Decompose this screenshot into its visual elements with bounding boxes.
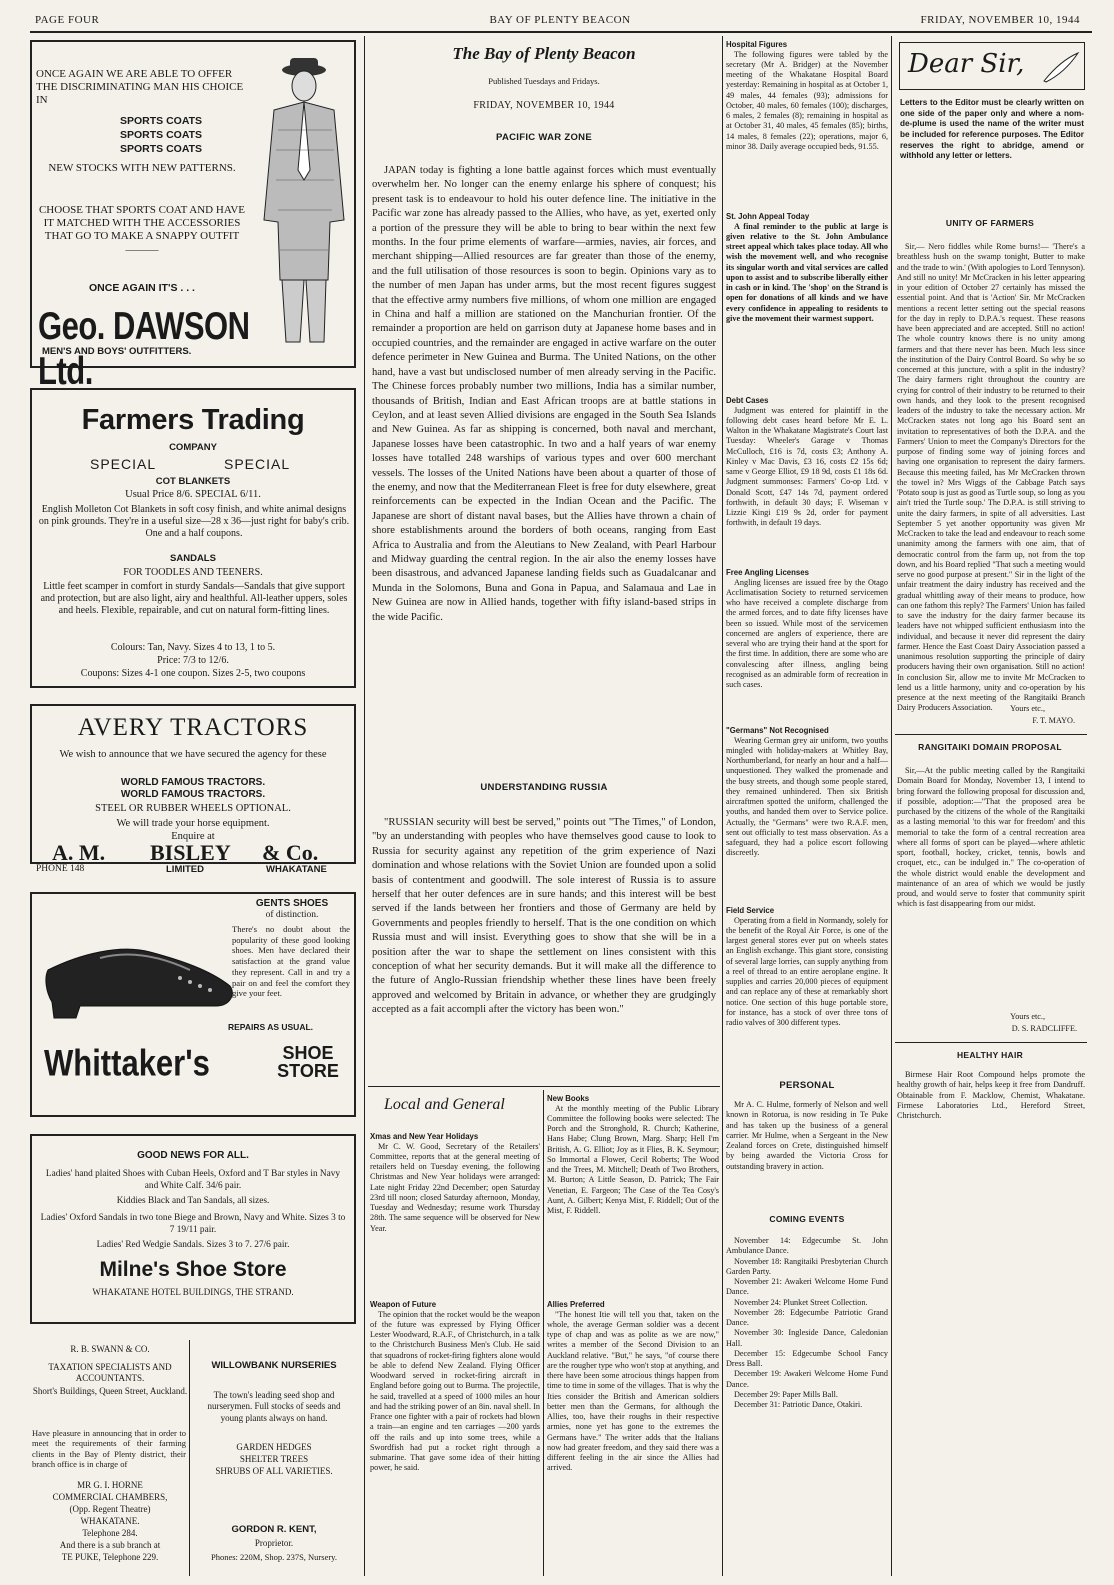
xmas-heading: Xmas and New Year Holidays bbox=[370, 1132, 479, 1141]
st-john-item bbox=[726, 208, 888, 390]
bisley-footer bbox=[36, 864, 356, 878]
event-item: November 21: Awakeri Welcome Home Fund Dance. bbox=[726, 1277, 888, 1297]
angling-heading: Free Angling Licenses bbox=[726, 568, 809, 577]
dawson-choose: CHOOSE THAT SPORTS COAT AND HAVE IT MATCHED WITH THE ACCESSORIES THAT GO TO MAKE A SNAPPY OUTFIT——— bbox=[38, 204, 246, 256]
column-divider bbox=[543, 1090, 544, 1576]
swann-ad bbox=[30, 1340, 190, 1576]
whittaker-shoe-store bbox=[268, 1044, 348, 1080]
event-item: December 19: Awakeri Welcome Home Fund Dance. bbox=[726, 1369, 888, 1389]
hospital-item bbox=[726, 40, 888, 208]
unity-yours: Yours etc., bbox=[1010, 704, 1045, 713]
page-number: PAGE FOUR bbox=[35, 14, 100, 26]
swann-name: R. B. SWANN & CO. bbox=[70, 1344, 150, 1354]
issue-date: FRIDAY, NOVEMBER 10, 1944 bbox=[920, 14, 1080, 26]
milne-shoe-ad bbox=[30, 1134, 356, 1324]
gents-shoes: GENTS SHOES bbox=[255, 898, 329, 909]
whittaker-name: Whittaker's bbox=[44, 1042, 210, 1084]
dawson-sports-coats bbox=[120, 114, 230, 157]
avery-enquire: Enquire at bbox=[171, 831, 215, 842]
swann-puke1: And there is a sub branch at bbox=[59, 1540, 161, 1550]
event-item: December 29: Paper Mills Ball. bbox=[734, 1389, 838, 1399]
gents-of: of distinction. bbox=[265, 910, 319, 920]
sandals-coupons: Coupons: Sizes 4-1 one coupon. Sizes 2-5, two coupons bbox=[80, 668, 306, 679]
st-john-text: A final reminder to the public at large is given relative to the St. John Ambulance street appeal which takes place today. All who wish the movement well, and who recognise its singular worth and vital services are called upon to assist and to subscribe liberally either in cash or in kind. The 'shop' on the Strand is open for donations of all kinds and we have every confidence in appealing to residents to give the movement their warmest support. bbox=[726, 221, 888, 323]
unity-heading: UNITY OF FARMERS bbox=[945, 218, 1035, 228]
bisley-name: BISLEY bbox=[150, 840, 231, 865]
field-service-item bbox=[726, 902, 888, 1072]
sandals-desc: Little feet scamper in comfort in sturdy Sandals—Sandals that give support and protection, but are also light, airy and healthful. All-leather uppers, soles and heels. Flexible, repairable, and cut on natural form-fitting lines. bbox=[40, 581, 348, 617]
event-item: November 14: Edgecumbe St. John Ambulance Dance. bbox=[726, 1236, 888, 1256]
event-item: November 30: Ingleside Dance, Caledonian Hall. bbox=[726, 1328, 888, 1348]
books-text: At the monthly meeting of the Public Library Committee the following books were selected: The Porch and the Stronghold, R. Church; Katherine, Hans Habe; Clung Brown, Marg. Sharp; Hell I'm British, A. G. Elliot; Joy as it Flies, B. K. Seymour; So Immortal a Flower, Cecil Roberts; The Wood and the Trees, M. Mitchell; Death of Two Brothers, M. Burton; A Little Season, D. Patrick; The Fair Venetian, E. Fargeon; The Case of the Tea Cosy's Aunt, A. Gilbert; Kenya Mist, F. Riddell; Out of the Mist, F. Riddell. bbox=[547, 1103, 719, 1216]
special-right: SPECIAL bbox=[224, 456, 291, 472]
section-rule bbox=[895, 734, 1087, 735]
event-item: December 15: Edgecumbe School Fancy Dress Ball. bbox=[726, 1348, 888, 1368]
column-divider bbox=[891, 36, 892, 1576]
farmers-name: Farmers Trading bbox=[81, 404, 305, 436]
willowbank-name: WILLOWBANK NURSERIES bbox=[211, 1360, 337, 1371]
hospital-text: The following figures were tabled by the secretary (Mr A. Bridger) at the November meeting of the Whakatane Hospital Board yesterday: Remaining in hospital as at October 1, 49 males, 44 females (93); admissions for October, 40 males, 60 females (100); discharges, 6 males, 2 females (8); remaining in hospital as at October 31, 40 males, 45 females (85); births, 14 males, 8 females (22); operations, major 6, minor 38. Daily average occupied beds, 91.55. bbox=[726, 49, 888, 151]
dawson-intro: ONCE AGAIN WE ARE ABLE TO OFFER THE DISCRIMINATING MAN HIS CHOICE IN bbox=[36, 68, 244, 107]
sandals-heading: SANDALS bbox=[170, 553, 216, 564]
domain-letter: Sir,—At the public meeting called by the Rangitaiki Domain Board for Monday, November 13, I intend to bring forward the following proposal for discussion and, if possible, adoption:—"That the proposed area be purchased by the citizens of the whole of the Rangitaiki as a lasting memorial 'to this war for freedom' and this memorial to take the form of a central recreation area where all forms of sport can be played—where athletic sport, football, hockey, cricket, tennis, bowls and croquet, etc., can be indulged in." The co-operation of the whole district would enable the development and maintenance of an area of which we would be justly proud, and would serve to foster that community spirit which is fast disappearing from our midst. bbox=[897, 766, 1085, 909]
sports-coats-line: SPORTS COATS bbox=[120, 143, 203, 156]
xmas-text: Mr C. W. Good, Secretary of the Retailers' Committee, reports that at the general meeting of retailers held on Tuesday evening, the following Christmas and New Year holidays were arranged: Late night Friday 22nd December; open Saturday 23rd till noon; closed Saturday afternoon, Monday, Tuesday and Wednesday; resume work Thursday 28th. The same sequence will be observed for New Year. bbox=[370, 1141, 540, 1233]
personal-text: Mr A. C. Hulme, formerly of Nelson and well known in Rotorua, is now residing in Te Puke and has taken up the business of a general carrier. Mr Hulme, when a Sergeant in the New Zealand forces on Crete, distinguished himself by being awarded the Victoria Cross for outstanding bravery in action. bbox=[726, 1100, 888, 1171]
dawson-stock: NEW STOCKS WITH NEW PATTERNS. bbox=[48, 162, 236, 174]
weapon-item bbox=[370, 1296, 540, 1576]
swann-body: Have pleasure in announcing that in order to meet the requirements of their farming clients in the Bay of Plenty district, their branch office is in charge of bbox=[32, 1428, 186, 1470]
dawson-again: ONCE AGAIN IT'S . . . bbox=[89, 282, 195, 294]
pacific-article: JAPAN today is fighting a lone battle against forces which must eventually overwhelm her. No longer can the enemy enlarge his sphere of conquest; his present task is to endeavour to hold his outer defence line. The initiative in the Pacific war zone has already passed to the Allies, who have, as yet, exerted only a portion of the pressure they will be able to bring to bear within the next few months. In the four prime elements of warfare—armies, navies, air forces, and merchant shipping—Allied resources are far greater than those of the enemy, and the full utilisation of those resources is soon to begin. Opinions vary as to the number of men Japan has under arms, but the most recent figures suggest that the effective army numbers five millions, of whom one million are engaged in China and half a million are stationed on the Manchurian frontier. Of the remainder a proportion are held on garrison duty at Japanese home bases and in occupied countries, and the remainder are engaged in active warfare on the outer defence perimeter in New Guinea and Burma. The United Nations, on the other hand, have a vast but undisclosed number of men already serving in the Pacific. The Chinese forces probably number two millions, India has a similar number, thousands of British, Indian and East African troops are at battle stations in Ceylon, and at least seven Allied divisions are engaged in the South Sea Islands and New Guinea. As far as shipping is concerned, both naval and merchant, Japanese losses have been catastrophic. In two and a half years of war enemy losses have totalled 248 warships of various types and over 600 merchant vessels. The losses of the United Nations have been about a quarter of those of the enemy, and now that the Mediterranean Fleet is free for duty elsewhere, great reinforcements can be expected in the Indian Ocean and the Pacific. The Japanese are short of distant naval bases, but the Allies have thrown a chain of shore establishments around the borders of both oceans, ranging from East Africa to Australia and from the Aleutians to New Zealand, with Pearl Harbour and Midway guarding the central region. In the air also the enemy losses have been disastrous, and advanced Japanese landing fields such as Guadalcanar and Munda in the Solomons, Buna and Gona in Papua, and Salamaua and Lae in New Guinea are now in Allied hands, together with fifty island-based strips in the wide Pacific. bbox=[372, 165, 716, 623]
xmas-holidays-item bbox=[370, 1128, 540, 1314]
angling-text: Angling licenses are issued free by the Otago Acclimatisation Society to returned servicemen who have received a complete discharge from the armed forces, and to date fifty licenses have been so issued. While most of the servicemen concerned are anglers of experience, there are several who are trying their hand at the sport for the first time. In addition, there are some who are convalescing after illness, angling being recognised as an admirable form of recreation in such cases. bbox=[726, 577, 888, 690]
st-john-heading: St. John Appeal Today bbox=[726, 212, 810, 221]
debt-heading: Debt Cases bbox=[726, 396, 769, 405]
avery-famous-1: WORLD FAMOUS TRACTORS. bbox=[120, 777, 266, 788]
willowbank-h3: SHRUBS OF ALL VARIETIES. bbox=[215, 1466, 333, 1476]
field-text: Operating from a field in Normandy, solely for the benefit of the Royal Air Force, is one of the largest general stores ever put on wheels states an English exchange. This giant store, consisting of several large lorries, can supply anything from a reel of thread to an entire aeroplane engine. It supplies and carries 20,000 pieces of equipment and can replace any of these at remarkably short notice. One section of this huge portable store, for instance, has a stock of over three tons of radio valves of 300 different types. bbox=[726, 915, 888, 1028]
dear-sir-banner bbox=[899, 42, 1085, 90]
local-general-title: Local and General bbox=[384, 1096, 505, 1113]
milne-l4: Ladies' Red Wedgie Sandals. Sizes 3 to 7. 27/6 pair. bbox=[96, 1240, 290, 1250]
cot-blankets-heading: COT BLANKETS bbox=[155, 476, 231, 487]
milne-l2: Kiddies Black and Tan Sandals, all sizes. bbox=[116, 1196, 270, 1206]
domain-signature: D. S. RADCLIFFE. bbox=[1011, 1024, 1077, 1033]
avery-wheels: STEEL OR RUBBER WHEELS OPTIONAL. bbox=[95, 803, 291, 814]
masthead: The Bay of Plenty Beacon bbox=[452, 44, 636, 63]
debt-item bbox=[726, 392, 888, 564]
hospital-heading: Hospital Figures bbox=[726, 40, 788, 49]
published-line: Published Tuesdays and Fridays. bbox=[488, 76, 600, 86]
willowbank-h2: SHELTER TREES bbox=[239, 1454, 309, 1464]
bisley-town: WHAKATANE bbox=[266, 864, 327, 875]
russia-heading: UNDERSTANDING RUSSIA bbox=[480, 782, 608, 793]
milne-name: Milne's Shoe Store bbox=[99, 1258, 287, 1281]
germans-heading: "Germans" Not Recognised bbox=[726, 726, 829, 735]
dawson-tagline: MEN'S AND BOYS' OUTFITTERS. bbox=[42, 346, 192, 357]
cot-blankets-desc: English Molleton Cot Blankets in soft cosy finish, and white animal designs on pink grounds. They're in a useful size—28 x 36—just right for baby's crib. One and a half coupons. bbox=[38, 504, 350, 540]
quill-pen-icon bbox=[1040, 51, 1080, 85]
sandals-for: FOR TOODLES AND TEENERS. bbox=[123, 567, 263, 578]
allies-text: "The honest Itie will tell you that, taken on the whole, the average German soldier was a decent type of chap and was as polite as we are now," writes a member of the Second Division to an Auckland relative. "But," he says, "of course there are the rougher type who won't stop at anything, and there have been some atrocious things happen from time to time in some of the villages. That is why the Ities consider the British and American soldiers better men than the Germans, for although the Allies, too, have their roughs in their respective armies, none yet has gone to the extremes the Germans have." The writer adds that the Italians now had greater freedom, and they said there was a different feeling in the air since the Allies had arrived. bbox=[547, 1309, 720, 1473]
angling-item bbox=[726, 564, 888, 722]
swann-horne: MR G. I. HORNE bbox=[77, 1480, 143, 1490]
farmers-company: COMPANY bbox=[169, 442, 217, 453]
shoe-icon bbox=[40, 914, 240, 1024]
coming-events-list bbox=[726, 1236, 888, 1576]
shoe-word: SHOE bbox=[282, 1043, 334, 1063]
domain-heading: RANGITAIKI DOMAIN PROPOSAL bbox=[918, 742, 1062, 752]
sports-coats-line: SPORTS COATS bbox=[120, 129, 203, 142]
farmers-trading-ad bbox=[30, 388, 356, 688]
allies-heading: Allies Preferred bbox=[547, 1300, 605, 1309]
avery-announce: We wish to announce that we have secured the agency for these bbox=[59, 749, 327, 760]
header-rule bbox=[30, 31, 1092, 33]
debt-text: Judgment was entered for plaintiff in the following debt cases heard before Mr E. L. Walton in the Whakatane Magistrate's Court last Tuesday: Wheeler's Garage v Thomas McCulloch, £16 is 7d, costs £3; Anthony A. Kinley v Mac Davis, £3 16, costs £2 15s 6d; same v George Elliot, £9 18 9d, costs £1 18s 6d. Judgment summonses: Farmers' Co-op Ltd. v Donald Scott, £47 14s 7d, payment ordered forthwith, in default 30 days; F. Wiseman v Lizzie Kingi £19 9s 2d, order for payment forthwith, in default 19 days. bbox=[726, 405, 888, 528]
avery-famous-2: WORLD FAMOUS TRACTORS. bbox=[120, 789, 266, 800]
domain-yours: Yours etc., bbox=[1010, 1012, 1045, 1021]
willowbank-phones: Phones: 220M, Shop. 237S, Nursery. bbox=[210, 1552, 337, 1562]
swann-wh: WHAKATANE. bbox=[80, 1516, 140, 1526]
editorial-date: FRIDAY, NOVEMBER 10, 1944 bbox=[473, 100, 615, 111]
willowbank-h1: GARDEN HEDGES bbox=[236, 1442, 312, 1452]
swann-cc: COMMERCIAL CHAMBERS, bbox=[52, 1492, 168, 1502]
germans-text: Wearing German grey air uniform, two youths mingled with holiday-makers at Whitley Bay, Northumberland, for nearly an hour and a half—unquestioned. They walked the promenade and the busy streets, and though some people stared, they remained unhindered. Then six British aircraftmen spotted the uniform, challenged the youths, and handed them over to Service police. Actually, the "Germans" were two R.A.F. men, sent out officially to test mass observation. As a safeguard, they had a police escort following discreetly. bbox=[726, 735, 888, 858]
event-item: December 31: Patriotic Dance, Otakiri. bbox=[734, 1400, 863, 1409]
dear-sir-text: Dear Sir, bbox=[908, 49, 1025, 79]
personal-heading: PERSONAL bbox=[779, 1080, 835, 1091]
swann-l2: Short's Buildings, Queen Street, Auckland. bbox=[32, 1386, 188, 1396]
books-heading: New Books bbox=[547, 1094, 590, 1103]
willowbank-owner: GORDON R. KENT, bbox=[231, 1524, 317, 1535]
weapon-heading: Weapon of Future bbox=[370, 1300, 437, 1309]
store-word: STORE bbox=[277, 1061, 339, 1081]
gents-body: There's no doubt about the popularity of these good looking shoes. Men have declared their satisfaction at the grand value they represent. Call in and try a pair on and feel the comfort they give your feet. bbox=[232, 924, 350, 999]
bisley-co: & Co. bbox=[262, 840, 319, 865]
editor-notice: Letters to the Editor must be clearly written on one side of the paper only and where a nom-de-plume is used the name of the writer must be included for reference purposes. The Editor reserves the right to abridge, amend or withhold any letter or letters. bbox=[900, 98, 1084, 161]
new-books-item bbox=[547, 1090, 719, 1298]
dawson-name: Geo. DAWSON Ltd. bbox=[38, 304, 250, 393]
swann-tel: Telephone 284. bbox=[82, 1528, 138, 1538]
milne-title: GOOD NEWS FOR ALL. bbox=[137, 1150, 249, 1161]
avery-tractors-ad bbox=[30, 704, 356, 864]
willowbank-prop: Proprietor. bbox=[254, 1538, 294, 1548]
avery-name: AVERY TRACTORS bbox=[77, 714, 309, 741]
pacific-heading: PACIFIC WAR ZONE bbox=[496, 132, 592, 143]
man-in-suit-illustration bbox=[252, 50, 354, 350]
section-rule bbox=[368, 1086, 720, 1087]
swann-puke2: TE PUKE, Telephone 229. bbox=[61, 1552, 159, 1562]
event-item: November 28: Edgecumbe Patriotic Grand Dance. bbox=[726, 1307, 888, 1327]
dawson-ad bbox=[30, 40, 356, 393]
gents-repairs: REPAIRS AS USUAL. bbox=[228, 1022, 314, 1032]
avery-trade: We will trade your horse equipment. bbox=[116, 818, 270, 829]
whittaker-shoe-ad bbox=[30, 892, 356, 1117]
willowbank-body: The town's leading seed shop and nurserymen. Full stocks of seeds and young plants always on hand. bbox=[207, 1390, 341, 1423]
swann-l1: TAXATION SPECIALISTS AND ACCOUNTANTS. bbox=[48, 1362, 172, 1383]
cot-blankets-price: Usual Price 8/6. SPECIAL 6/11. bbox=[125, 489, 261, 500]
hair-heading: HEALTHY HAIR bbox=[956, 1050, 1024, 1060]
special-left: SPECIAL bbox=[90, 456, 157, 472]
bisley-limited: LIMITED bbox=[166, 864, 204, 875]
bisley-am: A. M. bbox=[52, 840, 106, 865]
germans-item bbox=[726, 722, 888, 902]
section-rule bbox=[895, 1042, 1087, 1043]
event-item: November 24: Plunket Street Collection. bbox=[734, 1297, 868, 1307]
russia-article: "RUSSIAN security will best be served," points out "The Times," of London, "by an understanding with peoples who have themselves good cause to look to Russia for security against any repetition of the grim experience of Nazi domination and whose relations with the Soviet Union are founded upon a solid basis of contentment and goodwill. The sole interest of Russia is to assure herself that her outer defences are in sure hands; and this interest will be best served if the lands between her frontiers and those of Germany are held by Governments and peoples friendly to herself. That is the one condition on which Russia must and will insist. Everything goes to show that she will be in a position after the war to shape the settlement on lines consistent with this conception of what her security demands. But it will make all the difference to the future of Anglo-Russian friendship whether these lines have been freely approved and welcomed by Britain in advance, or whether they are grudgingly accepted as a fait accompli after the victory has been won." bbox=[372, 817, 716, 1016]
hair-ad-text: Birmese Hair Root Compound helps promote the healthy growth of hair, helps keep it free from Dandruff. Obtainable from F. Macklow, Chemist, Whakatane. Firmese Laboratories Ltd., Hereford Street, Christchurch. bbox=[897, 1070, 1085, 1120]
unity-signature: F. T. MAYO. bbox=[1032, 716, 1075, 725]
sandals-colours: Colours: Tan, Navy. Sizes 4 to 13, 1 to 5. bbox=[110, 642, 276, 653]
willowbank-ad bbox=[192, 1340, 356, 1576]
allies-item bbox=[547, 1296, 719, 1576]
bisley-phone: PHONE 148 bbox=[36, 864, 85, 874]
milne-l3: Ladies' Oxford Sandals in two tone Biege and Brown, Navy and White. Sizes 3 to 7 19/11 pair. bbox=[40, 1213, 346, 1236]
coming-events-heading: COMING EVENTS bbox=[769, 1214, 845, 1224]
newspaper-name: BAY OF PLENTY BEACON bbox=[489, 14, 631, 26]
column-divider bbox=[722, 36, 723, 1576]
event-item: November 18: Rangitaiki Presbyterian Church Garden Party. bbox=[726, 1256, 888, 1276]
weapon-text: The opinion that the rocket would be the weapon of the future was expressed by Flying Officer Lester Woodward, R.A.F., of Christchurch, in a talk to the Christchurch Business Men's Club. He said that squadrons of rocket-firing fighters alone would be able to defend New Zealand. Flying Officer Woodward served in rocket-firing aircraft in England before going out to Burma. The projectile, he said, travelled at a speed of 1000 miles an hour and had the striking power of an 8in. naval shell. In France one fighter with a pair of rockets had blown a train—an engine and ten carriages —200 yards off the rails and up into some trees, while a Swordfish had put a rocket right through a submarine. That gave some idea of their hitting power, he said. bbox=[370, 1309, 540, 1473]
milne-address: WHAKATANE HOTEL BUILDINGS, THE STRAND. bbox=[92, 1287, 294, 1297]
sports-coats-line: SPORTS COATS bbox=[120, 115, 203, 127]
swann-opp: (Opp. Regent Theatre) bbox=[69, 1504, 151, 1514]
unity-letter: Sir,— Nero fiddles while Rome burns!— 'There's a breathless hush on the swamp tonight, Butter to make and the trade to win.' (With apologies to Lord Tennyson). And still no unity! Mr McCracken in his letter appearing in your edition of October 27 certainly has missed the essential point. And that is 'Action' Sir. Mr McCracken mentions a recent letter setting out the special reasons for the day in reply to D.P.A.'s request. These reasons have been appreciated and are accepted. Still no action! The whole country knows there is no unity among farmers and that there never has been. Much less since the institution of the Dairy Control Board. So why be so concerned at this juncture, with a split in the industry? The dairy farmers right throughout the country are crying for control of their industry to be returned to their own hands, and they look to the present recognised leaders of the industry to take the necessary action. Mr McCracken states not long ago his Board sent an invitation to representatives of both the D.P.A. and the Farmers' Union to meet the Company's Directors for the purpose of finding some way of joining forces and having one organisation to represent the dairy farmers. Because this meeting failed, has Mr McCracken thrown the towel in? Mrs Wiggs of the Cabbage Patch says 'Potato soup is just as good as Turtle soup, so long as you ain't tried the Turtle soup.' The D.P.A. is still striving to unite the dairy farmers, in spite of all adversities. Last September 5 yet another opportunity was given Mr McCracken to take the lead and endeavour to reach some unanimity among the farmers with one aim, that of democratic control from the farm up, not from the top down, and his Board replied "That such a meeting would serve no good purpose at present." Sir in the light of the unfair treatment the dairy industry has received and the gradual whittling away of their means to produce, how can one fathom this reply? The Farmers' Union has failed to save the industry for the dairy farmer because its leaders have not whipped sufficient enthusiasm into the individual, and because it never did represent the dairy farmer. Hence the East Coast Dairy Association passed a unanimous resolution supporting the principle of dairy producers having their own organisation. Still no action! In conclusion Sir, allow me to invite Mr McCracken to lend us a little harmony, unity and co-operation by his presence at the next meeting of the Rangitaiki Branch Dairy Producers Association. bbox=[897, 242, 1085, 713]
field-heading: Field Service bbox=[726, 906, 775, 915]
sandals-price: Price: 7/3 to 12/6. bbox=[157, 655, 229, 666]
column-divider bbox=[364, 36, 365, 1576]
milne-l1: Ladies' hand plaited Shoes with Cuban Heels, Oxford and T Bar styles in Navy and White Calf. 34/6 pair. bbox=[45, 1169, 341, 1192]
